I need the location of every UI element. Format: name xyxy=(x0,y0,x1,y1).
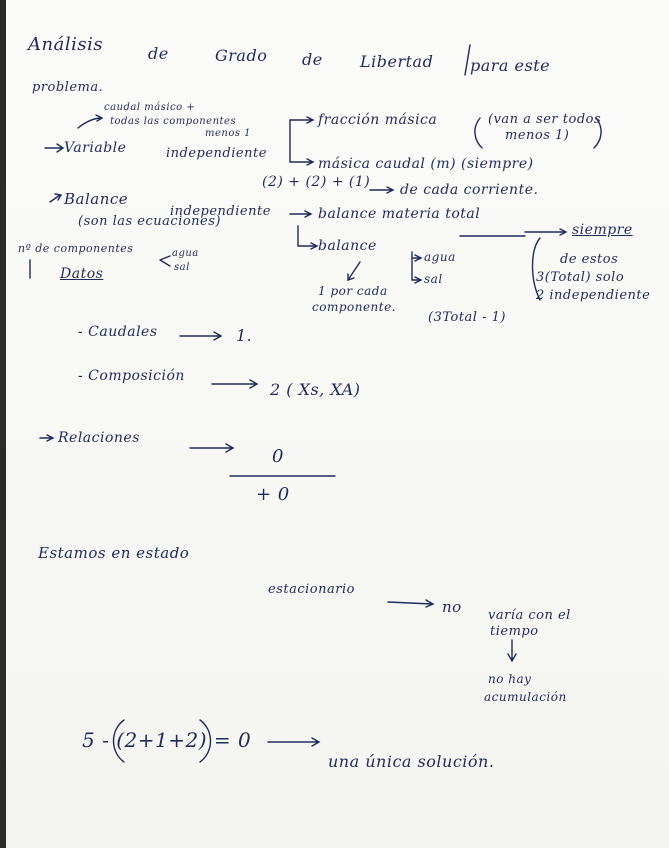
fraccion-note-1: (van a ser todos xyxy=(488,112,602,127)
balance-materia-total: balance materia total xyxy=(318,206,481,222)
de-cada-corriente: de cada corriente. xyxy=(400,182,539,198)
masica-caudal: másica caudal (m) (siempre) xyxy=(318,156,534,172)
balance-sal: sal xyxy=(424,272,443,286)
relaciones-label: Relaciones xyxy=(58,430,140,446)
no-hay-1: no hay xyxy=(488,672,532,686)
datos-caudales: - Caudales xyxy=(78,324,158,340)
title-word-1: Análisis xyxy=(28,34,104,55)
balance-label: Balance xyxy=(64,190,129,208)
balance-label-2: independiente xyxy=(170,204,271,219)
estado-estacionario: estacionario xyxy=(268,582,355,597)
final-equation: 5 - (2+1+2) = 0 xyxy=(82,728,252,752)
title-word-6: para este xyxy=(470,56,551,75)
estado-line: Estamos en estado xyxy=(38,544,190,562)
balance-components: balance xyxy=(318,238,377,254)
relaciones-sum: + 0 xyxy=(256,484,290,505)
balance-agua: agua xyxy=(424,250,456,264)
datos-composicion: - Composición xyxy=(78,368,185,384)
variables-note-2: todas las componentes xyxy=(110,116,237,127)
fraccion-note-2: menos 1) xyxy=(505,128,570,143)
balance-note: (son las ecuaciones) xyxy=(78,214,221,229)
title-word-2: de xyxy=(148,44,169,63)
title-word-5: Libertad xyxy=(360,52,434,71)
varia-1: varía con el xyxy=(488,608,571,623)
datos-caudales-value: 1. xyxy=(236,326,253,345)
title-word-3: Grado xyxy=(215,46,268,65)
final-result: una única solución. xyxy=(328,752,495,771)
variables-label: Variable xyxy=(64,140,127,156)
datos-composicion-value: 2 ( Xs, XA) xyxy=(270,380,361,399)
no-hay-2: acumulación xyxy=(484,690,567,704)
title-word-4: de xyxy=(302,50,323,69)
components-label: nº de componentes xyxy=(18,242,134,255)
varia-2: tiempo xyxy=(490,624,539,639)
estos-3: 2 independiente xyxy=(536,288,651,303)
per-component-2: componente. xyxy=(312,300,397,314)
per-component-1: 1 por cada xyxy=(318,284,388,298)
siempre-label: siempre xyxy=(572,222,633,238)
component-sal: sal xyxy=(174,262,190,273)
estado-no: no xyxy=(442,598,462,616)
relaciones-value: 0 xyxy=(272,446,284,467)
variables-label-2: independiente xyxy=(166,146,267,161)
variables-note-1: caudal másico + xyxy=(104,102,196,113)
estos-1: de estos xyxy=(560,252,619,267)
title-word-7: problema. xyxy=(32,80,104,95)
total-minus: (3Total - 1) xyxy=(428,310,506,325)
estos-2: 3(Total) solo xyxy=(536,270,625,285)
fraccion-masica: fracción másica xyxy=(318,112,438,128)
variables-note-3: menos 1 xyxy=(205,128,252,139)
component-agua: agua xyxy=(172,248,199,259)
caudal-sum: (2) + (2) + (1) xyxy=(262,174,371,190)
datos-label: Datos xyxy=(60,266,104,282)
